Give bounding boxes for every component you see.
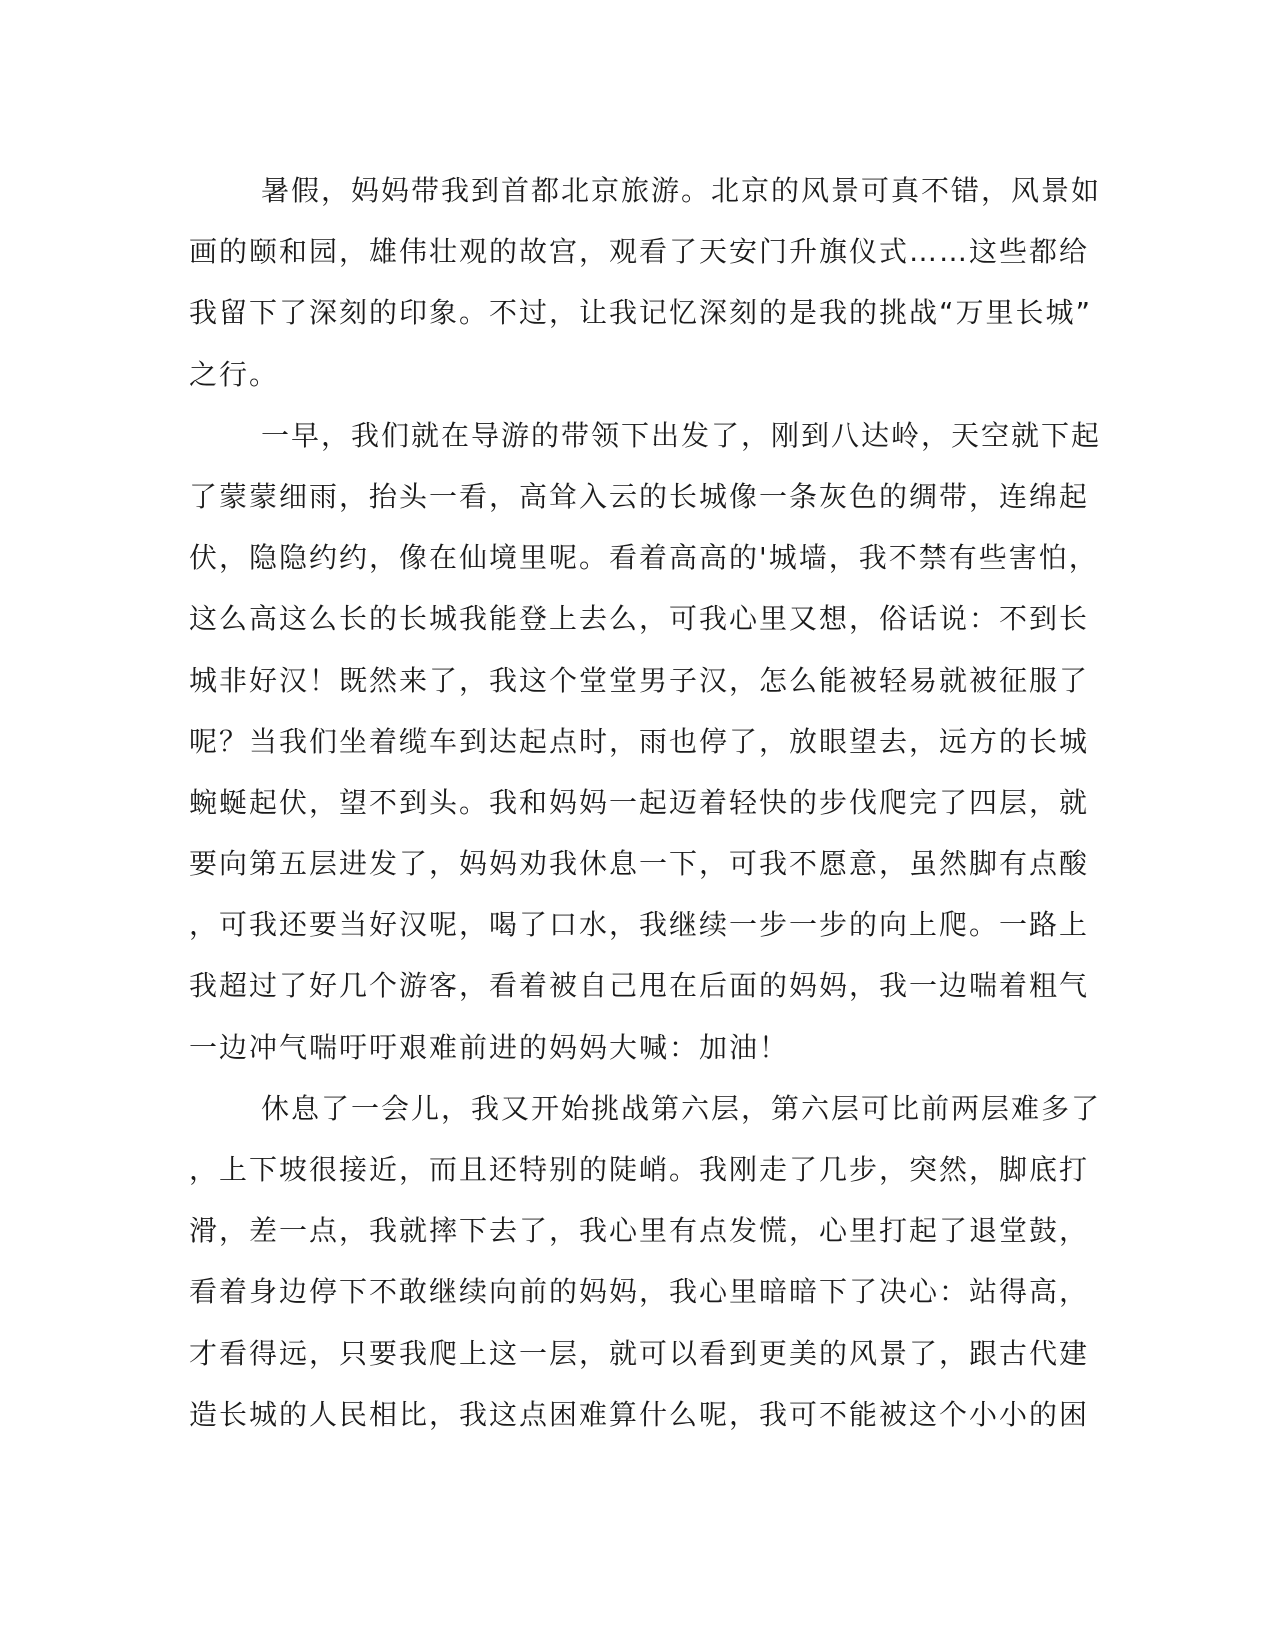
text-line: 城非好汉！既然来了，我这个堂堂男子汉，怎么能被轻易就被征服了 — [189, 663, 1090, 697]
text-line: ，可我还要当好汉呢，喝了口水，我继续一步一步的向上爬。一路上 — [189, 908, 1090, 942]
text-line: 呢？当我们坐着缆车到达起点时，雨也停了，放眼望去，远方的长城 — [189, 724, 1090, 758]
text-line: 我超过了好几个游客，看着被自己甩在后面的妈妈，我一边喘着粗气 — [189, 969, 1090, 1003]
paragraph-2 — [189, 405, 1102, 1078]
text-line: ，上下坡很接近，而且还特别的陡峭。我刚走了几步，突然，脚底打 — [189, 1153, 1090, 1186]
text-line: 休息了一会儿，我又开始挑战第六层，第六层可比前两层难多了 — [261, 1091, 1102, 1125]
text-line: 看着身边停下不敢继续向前的妈妈，我心里暗暗下了决心：站得高， — [189, 1275, 1090, 1309]
text-line: 之行。 — [189, 357, 280, 391]
document-body — [189, 160, 1102, 1445]
text-line: 伏，隐隐约约，像在仙境里呢。看着高高的'城墙，我不禁有些害怕， — [189, 541, 1099, 575]
text-line: 一边冲气喘吁吁艰难前进的妈妈大喊：加油！ — [189, 1030, 790, 1064]
text-line: 要向第五层进发了，妈妈劝我休息一下，可我不愿意，虽然脚有点酸 — [189, 847, 1090, 881]
text-line: 一早，我们就在导游的带领下出发了，刚到八达岭，天空就下起 — [261, 418, 1102, 452]
text-line: 蜿蜒起伏，望不到头。我和妈妈一起迈着轻快的步伐爬完了四层，就 — [189, 785, 1090, 819]
text-line: 滑，差一点，我就摔下去了，我心里有点发慌，心里打起了退堂鼓， — [189, 1214, 1090, 1248]
text-line: 才看得远，只要我爬上这一层，就可以看到更美的风景了，跟古代建 — [189, 1336, 1090, 1370]
text-line: 暑假，妈妈带我到首都北京旅游。北京的风景可真不错，风景如 — [261, 174, 1102, 207]
text-line: 我留下了深刻的印象。不过，让我记忆深刻的是我的挑战“万里长城” — [189, 296, 1093, 330]
text-line: 了蒙蒙细雨，抬头一看，高耸入云的长城像一条灰色的绸带，连绵起 — [189, 479, 1090, 513]
text-line: 这么高这么长的长城我能登上去么，可我心里又想，俗话说：不到长 — [189, 602, 1090, 636]
text-line: 画的颐和园，雄伟壮观的故宫，观看了天安门升旗仪式……这些都给 — [189, 235, 1090, 269]
paragraph-1 — [189, 160, 1102, 405]
text-line: 造长城的人民相比，我这点困难算什么呢，我可不能被这个小小的困 — [189, 1397, 1090, 1431]
paragraph-3 — [189, 1078, 1102, 1445]
